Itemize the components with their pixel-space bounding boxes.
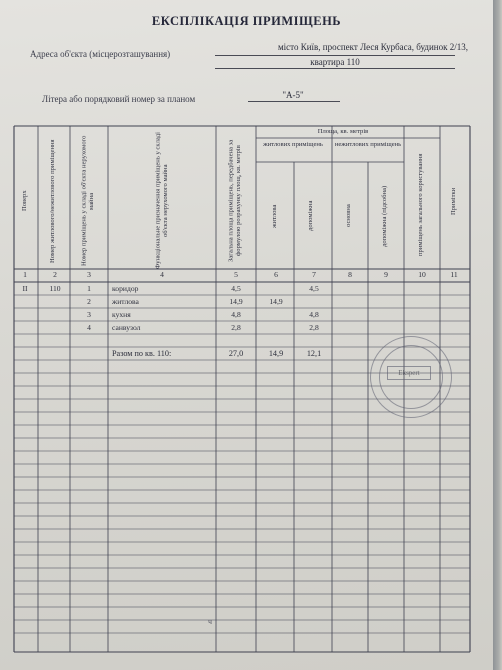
- total-living-value: 14,9: [268, 349, 284, 358]
- header-auxiliary: допоміжна: [307, 200, 315, 232]
- row-purpose: кухня: [112, 310, 131, 319]
- row-total-area: 4,8: [231, 310, 241, 319]
- header-utility: допоміжна (підсобна): [381, 185, 389, 247]
- header-floor: Поверх: [21, 190, 29, 212]
- column-number: 3: [87, 270, 91, 279]
- row-apartment: 110: [49, 284, 61, 293]
- row-room-number: 1: [87, 284, 91, 293]
- column-number: 1: [23, 270, 27, 279]
- litera-label: Літера або порядковий номер за планом: [42, 94, 196, 104]
- row-room-number: 3: [87, 310, 91, 319]
- stamp-label: Ekspert: [387, 366, 431, 380]
- header-apartment-number: Номер житлового/нежитлового приміщення: [49, 139, 57, 263]
- column-number: 9: [384, 270, 388, 279]
- header-living: житлова: [271, 204, 279, 228]
- row-purpose: коридор: [112, 284, 139, 293]
- header-notes: Примітки: [450, 187, 458, 215]
- header-purpose: Функціональне призначення приміщень у складі об'єкта нерухомого майна: [154, 132, 169, 270]
- total-area-value: 27,0: [228, 349, 244, 358]
- footnote-mark: ч: [208, 617, 213, 626]
- header-common-areas: приміщень загального користування: [417, 153, 425, 257]
- column-number: 6: [274, 270, 278, 279]
- column-number: 7: [312, 270, 316, 279]
- row-living-area: 14,9: [269, 297, 283, 306]
- column-number: 10: [418, 270, 426, 279]
- row-auxiliary-area: 4,5: [309, 284, 319, 293]
- row-total-area: 2,8: [231, 323, 241, 332]
- header-total-area: Загальна площа приміщень, передбачена за формулою розрахунку площ, кв. метрів: [227, 139, 242, 263]
- row-purpose: житлова: [112, 297, 139, 306]
- page-edge: [493, 0, 502, 670]
- row-room-number: 2: [87, 297, 91, 306]
- column-number: 2: [53, 270, 57, 279]
- row-auxiliary-area: 4,8: [309, 310, 319, 319]
- total-auxiliary-value: 12,1: [306, 349, 322, 358]
- header-residential-group: житлових приміщень: [263, 141, 323, 148]
- document-title: ЕКСПЛІКАЦІЯ ПРИМІЩЕНЬ: [151, 14, 342, 28]
- column-number: 8: [348, 270, 352, 279]
- row-purpose: санвузол: [112, 323, 141, 332]
- row-total-area: 14,9: [229, 297, 243, 306]
- address-label: Адреса об'єкта (місцерозташування): [30, 49, 171, 59]
- row-floor: II: [22, 284, 28, 293]
- header-area-group: Площа, кв. метрів: [317, 128, 369, 135]
- row-auxiliary-area: 2,8: [309, 323, 319, 332]
- row-room-number: 4: [87, 323, 91, 332]
- column-number: 11: [450, 270, 458, 279]
- address-value-line2: квартира 110: [310, 57, 360, 67]
- header-nonresidential-group: нежитлових приміщень: [334, 141, 402, 148]
- row-total-area: 4,5: [231, 284, 241, 293]
- header-main: основна: [345, 204, 353, 228]
- total-label: Разом по кв. 110:: [112, 349, 172, 358]
- address-value-line1: місто Київ, проспект Леся Курбаса, будинок 2/13,: [277, 42, 468, 52]
- column-number: 5: [234, 270, 238, 279]
- litera-value: "А-5": [282, 90, 304, 100]
- header-room-number: Номер приміщень у складі об'єкта нерухомого майна: [80, 135, 95, 267]
- column-number: 4: [160, 270, 164, 279]
